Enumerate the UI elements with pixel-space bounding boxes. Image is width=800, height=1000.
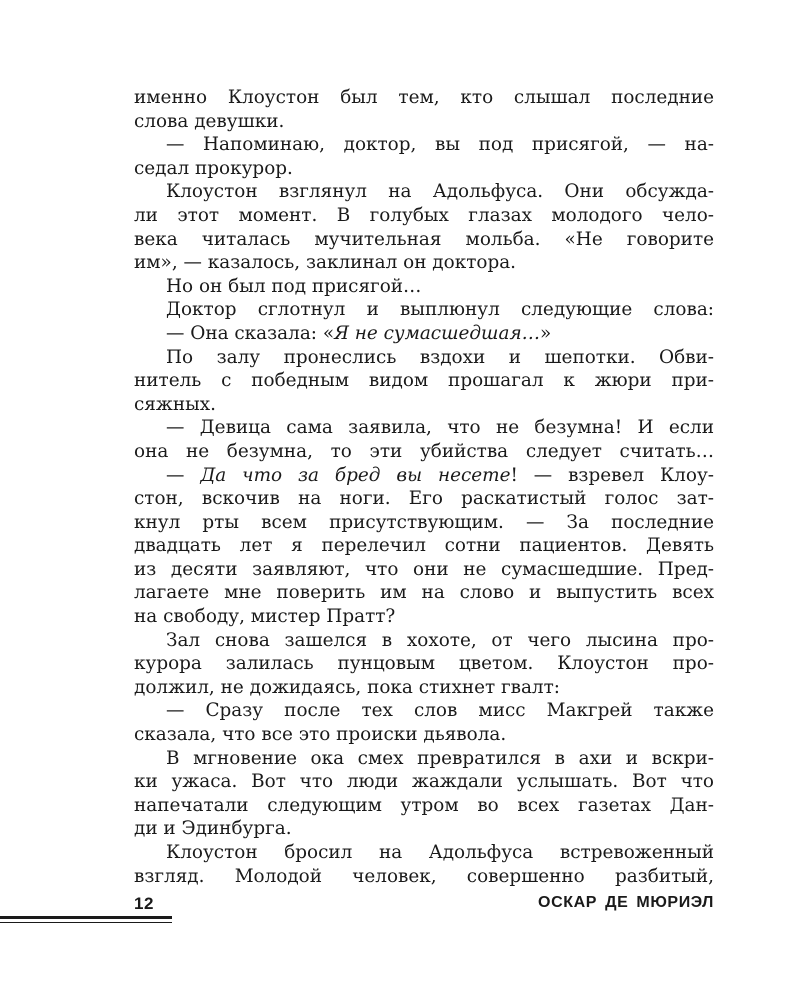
text-line: Клоустон взглянул на Адольфуса. Они обсужда- <box>166 181 714 203</box>
page-number: 12 <box>134 894 154 913</box>
text-line: им», — казалось, заклинал он доктора. <box>134 252 517 274</box>
text-line: ли этот момент. В голубых глазах молодого чело- <box>134 204 714 226</box>
text-run: ! — взревел Клоу- <box>510 464 714 486</box>
text-line: ки ужаса. Вот что люди жаждали услышать. Вот что <box>134 771 714 793</box>
text-line: слова девушки. <box>134 110 285 132</box>
text-line: кнул рты всем присутствующим. — За последние <box>134 511 714 533</box>
running-head-author: ОСКАР ДЕ МЮРИЭЛ <box>538 894 714 911</box>
text-line: из десяти заявляют, что они не сумасшедшие. Пред- <box>134 558 714 580</box>
text-line: — Напоминаю, доктор, вы под присягой, — на- <box>166 134 714 156</box>
text-line <box>134 322 714 346</box>
footer-rule-thick <box>0 916 172 919</box>
page-footer <box>0 892 800 932</box>
text-line: В мгновение ока смех превратился в ахи и вскри- <box>166 747 714 769</box>
text-run: » <box>540 322 552 344</box>
text-line: на свободу, мистер Пратт? <box>134 606 396 628</box>
text-line: сказала, что все это происки дьявола. <box>134 724 507 746</box>
page-body-text <box>134 86 714 888</box>
italic-quote: Я не сумасшедшая… <box>334 322 541 344</box>
text-run: — <box>166 464 201 486</box>
text-line: века читалась мучительная мольба. «Не говорите <box>134 228 714 250</box>
text-line: Но он был под присягой… <box>166 275 422 297</box>
text-line: курора залилась пунцовым цветом. Клоустон про- <box>134 653 714 675</box>
text-line <box>134 464 714 488</box>
text-line: стон, вскочив на ноги. Его раскатистый голос зат- <box>134 488 714 510</box>
text-line: напечатали следующим утром во всех газетах Дан- <box>134 794 714 816</box>
text-line: Клоустон бросил на Адольфуса встревоженный <box>166 842 714 863</box>
italic-exclamation: Да что за бред вы несете <box>200 464 511 486</box>
text-line: именно Клоустон был тем, кто слышал последние <box>134 87 714 108</box>
text-line: лагаете мне поверить им на слово и выпустить всех <box>134 582 714 604</box>
text-run: — Она сказала: « <box>166 322 335 344</box>
text-line: сяжных. <box>134 393 216 415</box>
text-line: взгляд. Молодой человек, совершенно разбитый, <box>134 865 714 887</box>
text-line: она не безумна, то эти убийства следует считать… <box>134 440 714 462</box>
text-line: должил, не дожидаясь, пока стихнет гвалт: <box>134 676 560 698</box>
text-line: нитель с победным видом прошагал к жюри при- <box>134 370 714 392</box>
text-line: — Девица сама заявила, что не безумна! И если <box>166 417 714 439</box>
text-line: Зал снова зашелся в хохоте, от чего лысина про- <box>166 629 714 651</box>
text-line: седал прокурор. <box>134 157 293 179</box>
text-line: — Сразу после тех слов мисс Макгрей также <box>166 700 714 722</box>
text-line: Доктор сглотнул и выплюнул следующие слова: <box>166 299 714 321</box>
text-line: двадцать лет я перелечил сотни пациентов. Девять <box>134 535 714 557</box>
text-line: По залу пронеслись вздохи и шепотки. Обви- <box>166 346 714 368</box>
footer-rule-thin <box>0 922 172 923</box>
text-line: ди и Эдинбурга. <box>134 818 292 840</box>
